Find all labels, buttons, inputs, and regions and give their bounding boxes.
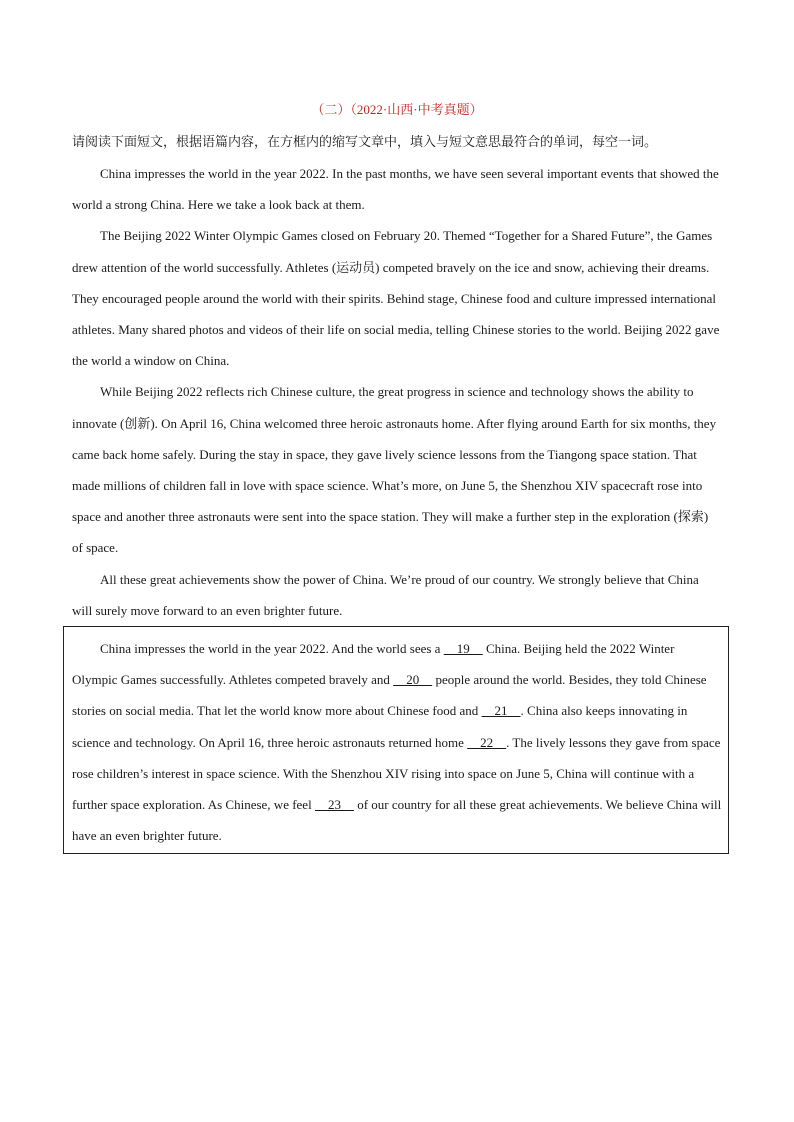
passage-paragraph-1: China impresses the world in the year 2022. In the past months, we have seen several important events that showed the world a strong China. Here we take a look back at them.	[72, 166, 719, 213]
passage-paragraph-3: While Beijing 2022 reflects rich Chinese culture, the great progress in science and technology shows the ability to innovate (创新). On April 16, China welcomed three heroic astronauts home. After flying around Earth for six months, they came back home safely. During the stay in space, they gave lively science lessons from the Tiangong space station. That made millions of children fall in love with space science. What’s more, on June 5, the Shenzhou XIV spacecraft rose into space and another three astronauts were sent into the space station. They will make a further step in the exploration (探索) of space.	[72, 384, 717, 556]
blank-19[interactable]: 19	[443, 641, 483, 656]
summary-segment: people around the world. Besides, they told Chinese stories on social media. That let the world know more about Chinese food and	[72, 672, 707, 719]
passage-paragraph-4: All these great achievements show the power of China. We’re proud of our country. We strongly believe that China will surely move forward to an even brighter future.	[72, 571, 699, 618]
summary-text	[72, 633, 722, 851]
passage-paragraph-2: The Beijing 2022 Winter Olympic Games closed on February 20. Themed “Together for a Shared Future”, the Games drew attention of the world successfully. Athletes (运动员) competed bravely on the ice and snow, achieving their dreams. They encouraged people around the world with their spirits. Behind stage, Chinese food and culture impressed international athletes. Many shared photos and videos of their life on social media, telling Chinese stories to the world. Beijing 2022 gave the world a window on China.	[72, 228, 720, 369]
summary-box	[63, 626, 729, 854]
summary-segment: . China also keeps innovating in science and technology. On April 16, three heroic astronauts returned home	[72, 703, 688, 750]
section-heading: （二）（2022·山西·中考真题）	[311, 102, 483, 117]
blank-21[interactable]: 21	[481, 703, 521, 719]
summary-segment: China. Beijing held the 2022 Winter Olympic Games successfully. Athletes competed bravely and	[72, 641, 675, 688]
blank-23[interactable]: 23	[314, 797, 354, 813]
reading-passage	[72, 158, 722, 626]
blank-20[interactable]: 20	[393, 672, 433, 688]
blank-22[interactable]: 22	[467, 734, 507, 750]
summary-segment: . The lively lessons they gave from space rose children’s interest in space science. With the Shenzhou XIV rising into space on June 5, China will continue with a further space exploration. As Chinese, we feel	[72, 734, 721, 813]
summary-segment: China impresses the world in the year 2022. And the world sees a	[100, 641, 444, 656]
summary-segment: of our country for all these great achievements. We believe China will have an even brighter future.	[72, 797, 722, 844]
instruction-text: 请阅读下面短文，根据语篇内容，在方框内的缩写文章中，填入与短文意思最符合的单词，每空一词。	[72, 134, 658, 149]
